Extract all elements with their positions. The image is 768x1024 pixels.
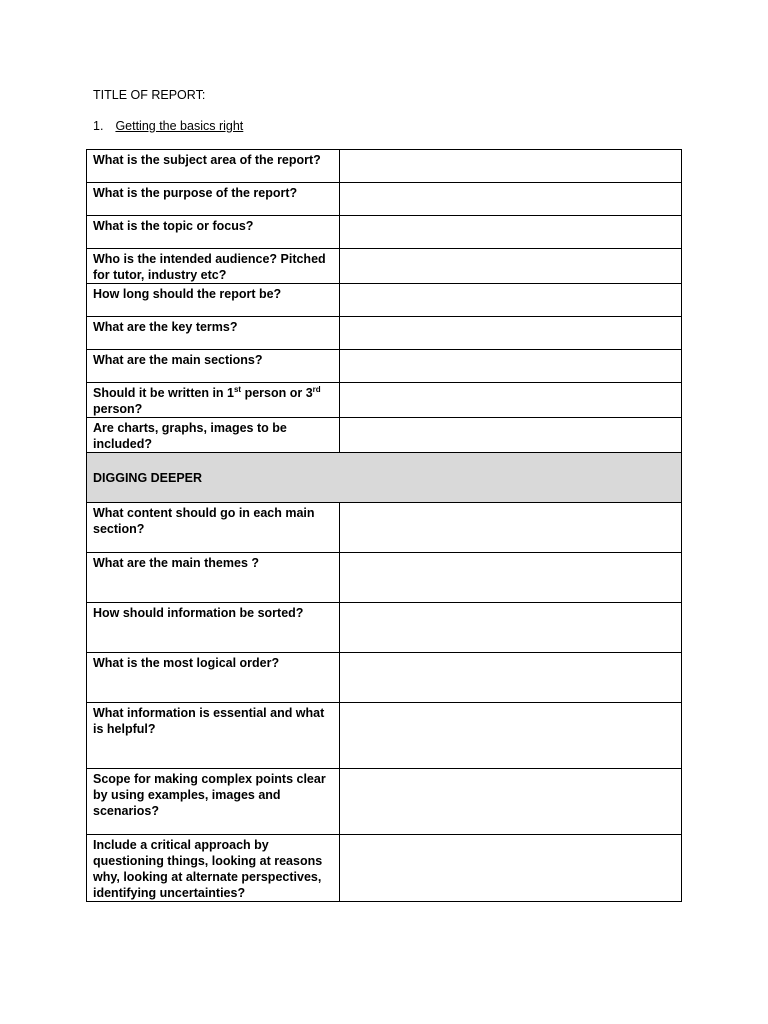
question-cell: Scope for making complex points clear by using examples, images and scenarios? — [87, 769, 340, 835]
table-row — [87, 653, 682, 703]
answer-cell[interactable] — [340, 249, 682, 284]
answer-cell[interactable] — [340, 216, 682, 249]
answer-cell[interactable] — [340, 317, 682, 350]
question-cell: What content should go in each main section? — [87, 503, 340, 553]
report-planning-table — [86, 149, 682, 902]
section-heading-basics — [93, 119, 243, 133]
question-cell: What is the most logical order? — [87, 653, 340, 703]
table-row — [87, 835, 682, 902]
table-row — [87, 183, 682, 216]
answer-cell[interactable] — [340, 503, 682, 553]
answer-cell[interactable] — [340, 383, 682, 418]
person-text-suffix: person? — [93, 402, 143, 416]
table-row — [87, 284, 682, 317]
question-cell: How long should the report be? — [87, 284, 340, 317]
table-row — [87, 150, 682, 183]
table-row — [87, 503, 682, 553]
table-row — [87, 216, 682, 249]
question-cell: What are the main themes ? — [87, 553, 340, 603]
answer-cell[interactable] — [340, 703, 682, 769]
question-cell: Who is the intended audience? Pitched for tutor, industry etc? — [87, 249, 340, 284]
question-cell: How should information be sorted? — [87, 603, 340, 653]
question-cell: What information is essential and what is helpful? — [87, 703, 340, 769]
answer-cell[interactable] — [340, 835, 682, 902]
question-cell: What is the purpose of the report? — [87, 183, 340, 216]
table-row — [87, 703, 682, 769]
person-text-prefix: Should it be written in 1 — [93, 386, 234, 400]
question-cell: What is the subject area of the report? — [87, 150, 340, 183]
answer-cell[interactable] — [340, 350, 682, 383]
question-cell: What are the key terms? — [87, 317, 340, 350]
question-cell-person — [87, 383, 340, 418]
table-row — [87, 769, 682, 835]
report-title: TITLE OF REPORT: — [93, 88, 206, 102]
table-row — [87, 383, 682, 418]
answer-cell[interactable] — [340, 284, 682, 317]
table-row — [87, 603, 682, 653]
question-cell: What are the main sections? — [87, 350, 340, 383]
section-row-digging-deeper — [87, 453, 682, 503]
table-row — [87, 317, 682, 350]
answer-cell[interactable] — [340, 653, 682, 703]
answer-cell[interactable] — [340, 553, 682, 603]
section-title: Getting the basics right — [115, 119, 244, 133]
superscript-rd: rd — [312, 384, 321, 394]
section-number: 1. — [93, 119, 104, 133]
table-row — [87, 350, 682, 383]
answer-cell[interactable] — [340, 150, 682, 183]
question-cell: Include a critical approach by questioning things, looking at reasons why, looking at alternate perspectives, identifying uncertainties? — [87, 835, 340, 902]
answer-cell[interactable] — [340, 418, 682, 453]
question-cell: Are charts, graphs, images to be included? — [87, 418, 340, 453]
person-text-middle: person or 3 — [241, 386, 313, 400]
question-cell: What is the topic or focus? — [87, 216, 340, 249]
answer-cell[interactable] — [340, 603, 682, 653]
answer-cell[interactable] — [340, 183, 682, 216]
table-row — [87, 418, 682, 453]
section-title-digging-deeper: DIGGING DEEPER — [87, 453, 682, 503]
table-row — [87, 553, 682, 603]
answer-cell[interactable] — [340, 769, 682, 835]
table-row — [87, 249, 682, 284]
superscript-st: st — [233, 384, 242, 394]
